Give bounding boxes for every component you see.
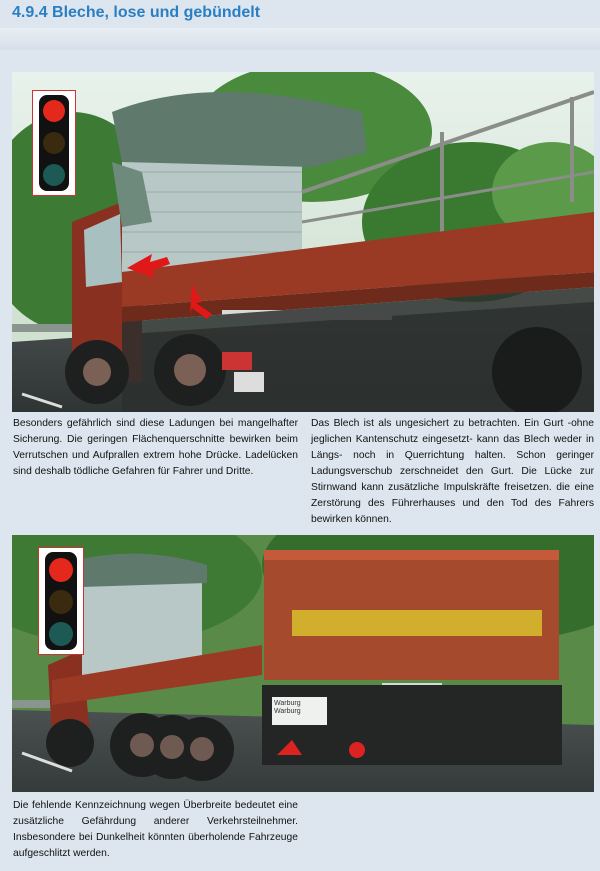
caption-bottom: Die fehlende Kennzeichnung wegen Überbreite bedeutet eine zusätzliche Gefährdung anderer Verkehrsteilnehmer. Insbesondere bei Dunkelheit könnten überholende Fahrzeuge aufgeschlitzt werden. (13, 800, 298, 859)
title-band (0, 28, 600, 50)
photo-truck-rear-drawing (12, 535, 594, 792)
caption-right: Das Blech ist als ungesichert zu betrachten. Ein Gurt -ohne jeglichen Kantenschutz eingesetzt- kann das Blech weder in Längs- noch in Querrichtung halten. Schon geringer Ladungsverschub zerschneidet den Gurt. Die Lücke zur Stirnwand kann zusätzliche Impulskräfte freisetzen. die eine Zerstörung des Führerhauses und den Tod des Fahrers bewirken können. (311, 418, 594, 525)
traffic-light-red-icon (38, 547, 84, 655)
sign-text: Warburg Warburg (274, 700, 301, 715)
photo-truck-side (12, 72, 594, 412)
traffic-light-red-icon (32, 90, 76, 196)
photo-truck-rear (12, 535, 594, 792)
page-title: 4.9.4 Bleche, lose und gebündelt (12, 4, 261, 21)
photo-truck-side-drawing (12, 72, 594, 412)
caption-left: Besonders gefährlich sind diese Ladungen bei mangelhafter Sicherung. Die geringen Flächenquerschnitte bewirken beim Verrutschen und Aufprallen extrem hohe Drücke. Ladelücken sind deshalb tödliche Gefahren für Fahrer und Dritte. (13, 418, 298, 477)
